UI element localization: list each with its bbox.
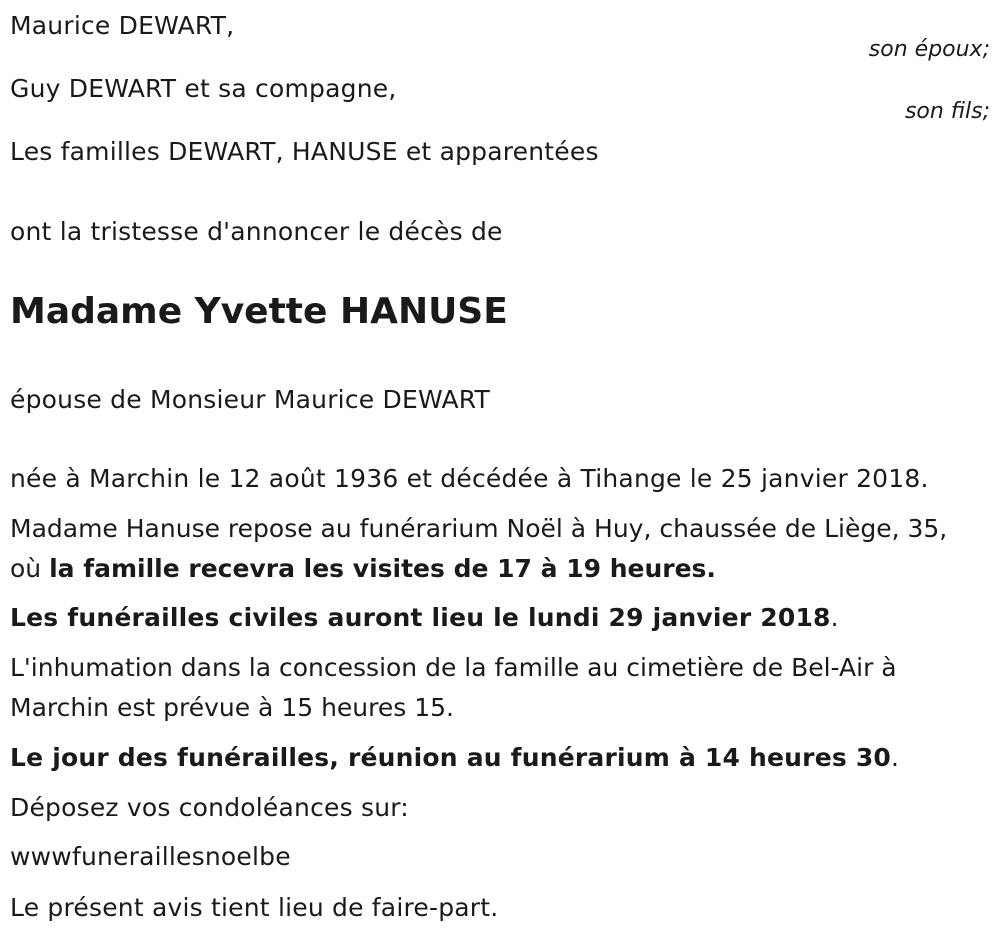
- birth-death-text: née à Marchin le 12 août 1936 et décédée à Tihange le 25 janvier 2018.: [10, 464, 929, 493]
- funeral-paragraph: [10, 598, 839, 638]
- condolences-label: Déposez vos condoléances sur:: [10, 793, 409, 822]
- rest-visits-bold: la famille recevra les visites de 17 à 19 heures.: [49, 554, 716, 583]
- meeting-paragraph: [10, 738, 899, 778]
- rest-paragraph: [10, 509, 985, 589]
- funeral-end: .: [830, 603, 839, 632]
- family-line-son: Guy DEWART et sa compagne,: [10, 74, 397, 103]
- family-line-spouse: Maurice DEWART,: [10, 11, 235, 40]
- spouse-of-text: épouse de Monsieur Maurice DEWART: [10, 385, 491, 414]
- announcement-text: ont la tristesse d'annoncer le décès de: [10, 217, 503, 246]
- meeting-bold: Le jour des funérailles, réunion au funérarium à 14 heures 30: [10, 743, 892, 772]
- deceased-name: Madame Yvette HANUSE: [10, 291, 508, 332]
- closing-text: Le présent avis tient lieu de faire-part.: [10, 893, 499, 922]
- relation-son: son fils;: [904, 99, 990, 124]
- burial-paragraph: L'inhumation dans la concession de la famille au cimetière de Bel-Air à Marchin est prévue à 15 heures 15.: [10, 653, 897, 722]
- condolences-site: wwwfuneraillesnoelbe: [10, 842, 291, 871]
- funeral-date-bold: Les funérailles civiles auront lieu le lundi 29 janvier 2018: [10, 603, 831, 632]
- relation-spouse: son époux;: [868, 37, 990, 62]
- rest-text: Madame Hanuse repose au funérarium Noël à Huy, chaussée de Liège, 35, où: [10, 514, 948, 583]
- meeting-end: .: [891, 743, 900, 772]
- family-line-families: Les familles DEWART, HANUSE et apparentées: [10, 137, 599, 166]
